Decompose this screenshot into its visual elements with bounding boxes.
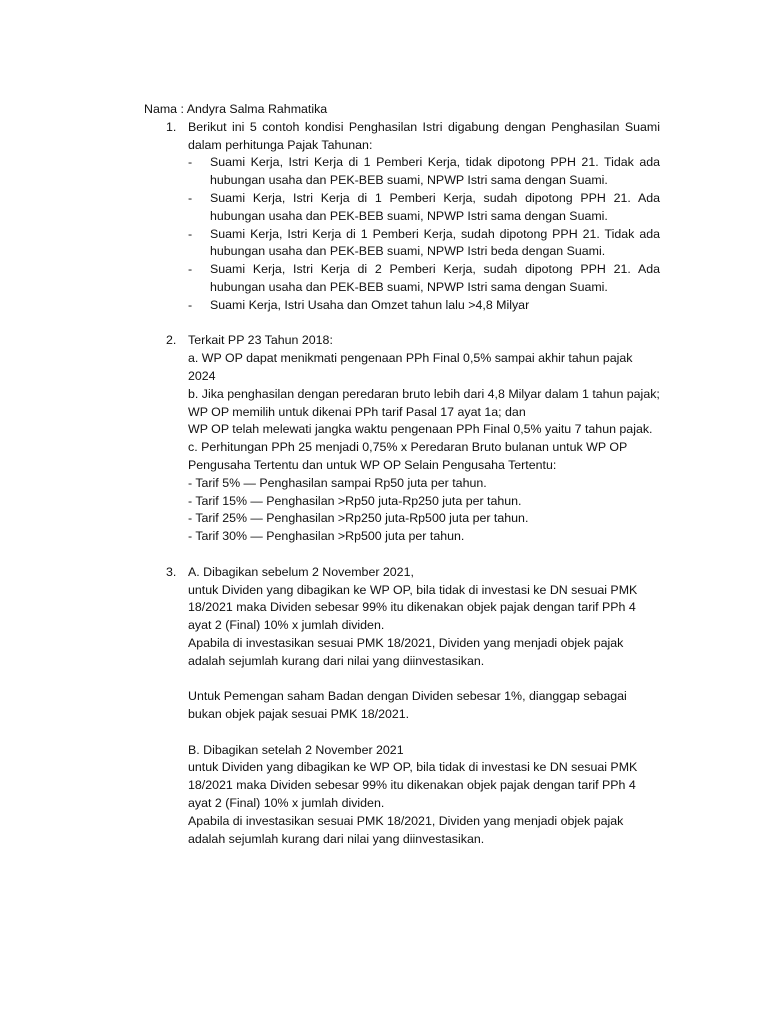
part-a-invest: Apabila di investasikan sesuai PMK 18/2021, Dividen yang menjadi objek pajak adalah sejumlah kurang dari nilai yang diinvestasikan. <box>188 635 624 668</box>
dash-marker: - <box>188 190 193 205</box>
part-b-body: untuk Dividen yang dibagikan ke WP OP, bila tidak di investasi ke DN sesuai PMK 18/2021 maka Dividen sebesar 99% itu dikenakan objek pajak dengan tarif PPh 4 ayat 2 (Final) 10% x jumlah dividen. <box>188 760 638 811</box>
dash-marker: - <box>188 262 193 277</box>
item-number: 3. <box>166 564 177 579</box>
tarif-line: - Tarif 30% — Penghasilan >Rp500 juta per tahun. <box>188 529 465 544</box>
item-2-line: WP OP telah melewati jangka waktu pengenaan PPh Final 0,5% yaitu 7 tahun pajak. <box>188 422 653 437</box>
part-a-note: Untuk Pemengan saham Badan dengan Dividen sebesar 1%, dianggap sebagai bukan objek pajak sesuai PMK 18/2021. <box>188 689 627 722</box>
dash-marker: - <box>188 226 193 241</box>
condition-text: Suami Kerja, Istri Kerja di 1 Pemberi Kerja, sudah dipotong PPH 21. Ada hubungan usaha dan PEK-BEB suami, NPWP Istri sama dengan Suami. <box>210 190 660 223</box>
list-item-3 <box>144 564 664 849</box>
tarif-line: - Tarif 25% — Penghasilan >Rp250 juta-Rp500 juta per tahun. <box>188 511 529 526</box>
tarif-line: - Tarif 15% — Penghasilan >Rp50 juta-Rp250 juta per tahun. <box>188 493 522 508</box>
tarif-line: - Tarif 5% — Penghasilan sampai Rp50 juta per tahun. <box>188 475 487 490</box>
student-name: Nama : Andyra Salma Rahmatika <box>144 102 328 116</box>
part-a-body: untuk Dividen yang dibagikan ke WP OP, bila tidak di investasi ke DN sesuai PMK 18/2021 maka Dividen sebesar 99% itu dikenakan objek pajak dengan tarif PPh 4 ayat 2 (Final) 10% x jumlah dividen. <box>188 582 638 633</box>
condition-list <box>188 154 660 314</box>
item-2-line: a. WP OP dapat menikmati pengenaan PPh Final 0,5% sampai akhir tahun pajak 2024 <box>188 351 633 383</box>
list-item <box>188 226 660 262</box>
list-item <box>188 297 660 315</box>
part-b-heading: B. Dibagikan setelah 2 November 2021 <box>188 742 404 757</box>
list-item <box>188 261 660 297</box>
list-item <box>188 190 660 226</box>
part-a-heading: A. Dibagikan sebelum 2 November 2021, <box>188 564 414 579</box>
list-item-2 <box>144 332 664 546</box>
item-number: 1. <box>166 119 177 134</box>
item-2-line: Terkait PP 23 Tahun 2018: <box>188 333 333 348</box>
dash-marker: - <box>188 155 193 170</box>
dash-marker: - <box>188 297 193 312</box>
condition-text: Suami Kerja, Istri Kerja di 2 Pemberi Kerja, sudah dipotong PPH 21. Ada hubungan usaha dan PEK-BEB suami, NPWP Istri sama dengan Suami. <box>210 262 660 294</box>
item-2-line: c. Perhitungan PPh 25 menjadi 0,75% x Peredaran Bruto bulanan untuk WP OP Pengusaha Tertentu dan untuk WP OP Selain Pengusaha Tertentu: <box>188 440 627 472</box>
part-b-invest: Apabila di investasikan sesuai PMK 18/2021, Dividen yang menjadi objek pajak adalah sejumlah kurang dari nilai yang diinvestasikan. <box>188 813 624 846</box>
item-number: 2. <box>166 333 177 348</box>
condition-text: Suami Kerja, Istri Kerja di 1 Pemberi Kerja, sudah dipotong PPH 21. Tidak ada hubungan usaha dan PEK-BEB suami, NPWP Istri beda dengan Suami. <box>210 226 660 259</box>
item-2-line: WP OP memilih untuk dikenai PPh tarif Pasal 17 ayat 1a; dan <box>188 404 526 419</box>
list-item <box>188 154 660 190</box>
item-1-intro: Berikut ini 5 contoh kondisi Penghasilan Istri digabung dengan Penghasilan Suami dalam perhitunga Pajak Tahunan: <box>188 119 660 152</box>
condition-text: Suami Kerja, Istri Kerja di 1 Pemberi Kerja, tidak dipotong PPH 21. Tidak ada hubungan usaha dan PEK-BEB suami, NPWP Istri sama dengan Suami. <box>210 155 660 188</box>
item-2-line: b. Jika penghasilan dengan peredaran bruto lebih dari 4,8 Milyar dalam 1 tahun pajak; <box>188 386 660 401</box>
list-item-1 <box>144 119 664 315</box>
document-body <box>144 101 664 848</box>
condition-text: Suami Kerja, Istri Usaha dan Omzet tahun lalu >4,8 Milyar <box>210 297 530 312</box>
